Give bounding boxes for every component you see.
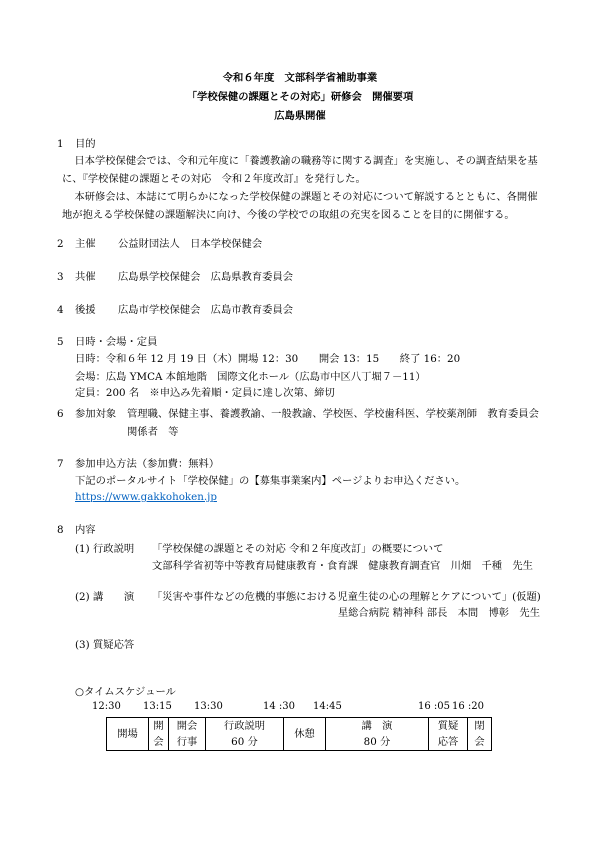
support-value: 広島市学校保健会 広島市教育委員会 [118,304,294,316]
section-number: 3 [57,271,64,283]
section-participants [0,405,600,438]
section-number: 7 [57,458,64,470]
timetable-title: ○タイムスケジュール [75,686,176,698]
time-label: 13:30 [194,701,223,712]
content-item-topic: 「災害や事件などの危機的事態における児童生徒の心の理解とケアについて」(仮題) [152,591,541,603]
cell-text: 質疑 [437,720,459,732]
event-capacity: 定員：200 名 ※申込み先着順・定員に達し次第、締切 [75,387,335,399]
content-item-label: 行政説明 [93,543,135,555]
header-program-line: 令和６年度 文部科学省補助事業 [222,72,378,84]
content-item-speaker: 文部科学省初等中等教育局健康教育・食育課 健康教育調査官 川畑 千種 先生 [152,560,533,572]
content-item-label: 質疑応答 [93,639,135,651]
schedule-cell-doors-open [107,718,149,750]
cell-text: 応答 [437,736,459,748]
cell-text: 会 [153,736,164,748]
content-item-index: (3) [75,639,90,651]
event-datetime: 日時：令和６年 12 月 19 日（木）開場 12：30 開会 13：15 終了 16：20 [75,353,461,365]
cell-text: 閉 [474,720,485,732]
section-co-organizer [0,268,600,286]
time-label: 16 :20 [452,701,484,712]
content-item-administrative-briefing [0,540,600,558]
schedule-cell-closing [468,718,491,750]
section-label: 主催 [75,238,96,250]
cell-text: 80 分 [363,736,391,748]
cell-text: 休憩 [294,728,315,740]
cell-text: 会 [474,736,485,748]
section-content-heading [0,521,600,539]
section-purpose-heading [0,135,600,153]
section-title: 目的 [75,138,96,150]
header-location: 広島県開催 [274,110,326,122]
time-label: 16 :05 [418,701,450,712]
schedule-table [106,717,492,751]
time-label: 13:15 [143,701,172,712]
schedule-cell-qa [429,718,468,750]
section-number: 4 [57,304,64,316]
cell-text: 行政説明 [223,720,266,732]
section-label: 共催 [75,271,96,283]
timetable-time-labels [0,698,600,716]
content-item-speaker: 星総合病院 精神科 部長 本間 博彰 先生 [337,607,540,619]
section-number: 2 [57,238,64,250]
cell-text: 60 分 [231,736,258,748]
content-item-topic: 「学校保健の課題とその対応 令和２年度改訂」の概要について [152,543,444,555]
schedule-cell-opening [149,718,169,750]
cell-text: 講 演 [361,720,393,732]
time-label: 12:30 [92,701,121,712]
cell-text: 開 [153,720,164,732]
section-datetime-venue-heading [0,333,600,351]
schedule-cell-lecture [326,718,429,750]
schedule-cell-break [284,718,326,750]
content-item-label: 講 演 [93,591,135,603]
cell-text: 行事 [176,736,198,748]
application-instruction: 下記のポータルサイト「学校保健」の【募集事業案内】ページよりお申込ください。 [75,475,466,487]
section-number: 8 [57,524,64,536]
content-item-qa [0,636,600,654]
application-link-row [0,488,600,506]
purpose-paragraph-1: 日本学校保健会では、令和元年度に「養護教諭の職務等に関する調査」を実施し、その調査結果を基に、『学校保健の課題とその対応 令和２年度改訂』を発行した。 [62,155,538,185]
time-label: 14:45 [313,701,342,712]
content-item-index: (1) [75,543,90,555]
section-number: 5 [57,336,64,348]
time-label: 14 :30 [263,701,295,712]
section-title: 内容 [75,524,96,536]
section-label: 参加対象 [75,408,117,420]
cell-text: 開場 [117,728,138,740]
document-title: 「学校保健の課題とその対応」研修会 開催要項 [186,91,414,103]
section-organizer [0,235,600,253]
section-support [0,301,600,319]
content-item-index: (2) [75,591,90,603]
event-venue: 会場：広島 YMCA 本館地階 国際文化ホール（広島市中区八丁堀７－11） [75,371,426,383]
section-application-heading [0,455,600,473]
schedule-cell-administrative-briefing [206,718,284,750]
section-number: 6 [57,408,64,420]
section-title: 日時・会場・定員 [75,336,158,348]
section-number: 1 [57,138,64,150]
cell-text: 開会 [176,720,198,732]
section-title: 参加申込方法（参加費：無料） [75,458,220,470]
section-label: 後援 [75,304,96,316]
co-organizer-value: 広島県学校保健会 広島県教育委員会 [118,271,294,283]
organizer-value: 公益財団法人 日本学校保健会 [118,238,263,250]
participants-value: 管理職、保健主事、養護教諭、一般教諭、学校医、学校歯科医、学校薬剤師 教育委員会関係者 等 [127,408,539,438]
purpose-paragraph-2: 本研修会は、本誌にて明らかになった学校保健の課題とその対応について解説するとともに、各開催地が抱える学校保健の課題解決に向け、今後の学校での取組の充実を図ることを目的に開催する。 [62,191,538,221]
schedule-cell-opening-ceremony [169,718,206,750]
portal-site-link[interactable]: https://www.gakkohoken.jp [75,491,217,503]
